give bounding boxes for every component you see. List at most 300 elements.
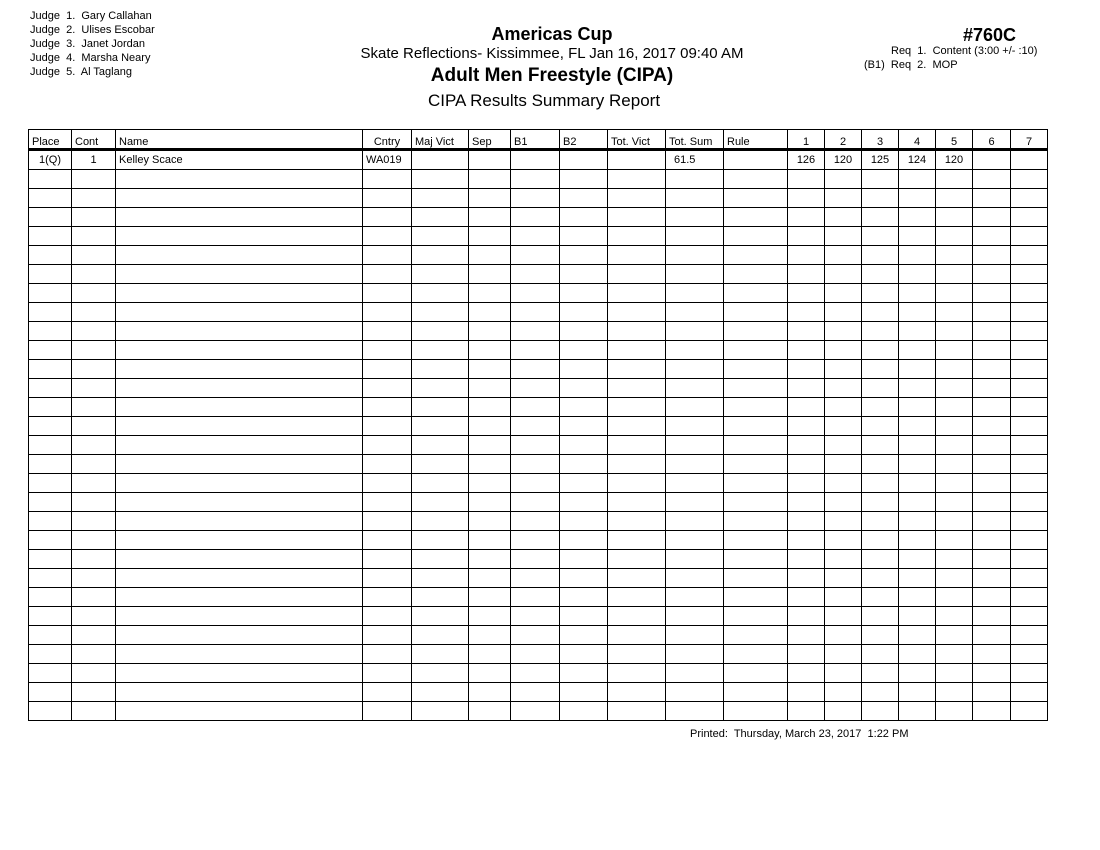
empty-cell <box>116 493 363 512</box>
empty-cell <box>666 588 724 607</box>
empty-cell <box>1011 531 1048 550</box>
empty-cell <box>72 208 116 227</box>
empty-cell <box>469 284 511 303</box>
empty-cell <box>666 398 724 417</box>
empty-cell <box>788 341 825 360</box>
col-b2: B2 <box>560 130 608 150</box>
empty-cell <box>899 170 936 189</box>
empty-cell <box>29 683 72 702</box>
empty-cell <box>825 683 862 702</box>
empty-cell <box>511 246 560 265</box>
empty-cell <box>511 341 560 360</box>
empty-cell <box>72 379 116 398</box>
empty-cell <box>29 550 72 569</box>
empty-cell <box>116 246 363 265</box>
empty-cell <box>412 664 469 683</box>
empty-cell <box>825 493 862 512</box>
empty-cell <box>788 322 825 341</box>
empty-cell <box>862 208 899 227</box>
empty-cell <box>666 455 724 474</box>
empty-cell <box>511 398 560 417</box>
empty-cell <box>936 531 973 550</box>
empty-cell <box>511 189 560 208</box>
empty-cell <box>899 531 936 550</box>
empty-cell <box>1011 417 1048 436</box>
empty-cell <box>29 569 72 588</box>
empty-cell <box>363 303 412 322</box>
table-row-empty <box>29 379 1048 398</box>
empty-cell <box>936 607 973 626</box>
col-name: Name <box>116 130 363 150</box>
empty-cell <box>862 436 899 455</box>
empty-cell <box>363 379 412 398</box>
empty-cell <box>825 170 862 189</box>
empty-cell <box>363 607 412 626</box>
empty-cell <box>511 322 560 341</box>
empty-cell <box>666 626 724 645</box>
empty-cell <box>936 417 973 436</box>
empty-cell <box>72 341 116 360</box>
empty-cell <box>899 664 936 683</box>
empty-cell <box>72 265 116 284</box>
empty-cell <box>1011 569 1048 588</box>
empty-cell <box>862 455 899 474</box>
empty-cell <box>511 265 560 284</box>
event-title: Adult Men Freestyle (CIPA) <box>430 65 674 86</box>
empty-cell <box>469 683 511 702</box>
empty-cell <box>560 683 608 702</box>
empty-cell <box>511 607 560 626</box>
empty-cell <box>29 607 72 626</box>
empty-cell <box>973 189 1011 208</box>
empty-cell <box>608 379 666 398</box>
empty-cell <box>862 189 899 208</box>
empty-cell <box>511 550 560 569</box>
empty-cell <box>72 417 116 436</box>
table-row-empty <box>29 645 1048 664</box>
empty-cell <box>899 607 936 626</box>
empty-cell <box>608 702 666 721</box>
empty-cell <box>666 246 724 265</box>
empty-cell <box>724 436 788 455</box>
empty-cell <box>825 246 862 265</box>
empty-cell <box>72 626 116 645</box>
empty-cell <box>116 303 363 322</box>
printed-timestamp: Printed: Thursday, March 23, 2017 1:22 PM <box>690 728 909 740</box>
table-row-empty <box>29 683 1048 702</box>
empty-cell <box>973 626 1011 645</box>
empty-cell <box>724 303 788 322</box>
table-row-empty <box>29 322 1048 341</box>
table-row <box>29 150 1048 170</box>
cell-sep <box>469 150 511 170</box>
empty-cell <box>724 170 788 189</box>
empty-cell <box>788 607 825 626</box>
empty-cell <box>666 170 724 189</box>
empty-cell <box>560 702 608 721</box>
empty-cell <box>788 664 825 683</box>
empty-cell <box>666 303 724 322</box>
empty-cell <box>1011 664 1048 683</box>
empty-cell <box>862 645 899 664</box>
empty-cell <box>363 493 412 512</box>
empty-cell <box>511 493 560 512</box>
empty-cell <box>511 683 560 702</box>
empty-cell <box>116 189 363 208</box>
empty-cell <box>560 512 608 531</box>
empty-cell <box>666 664 724 683</box>
empty-cell <box>666 645 724 664</box>
empty-cell <box>511 284 560 303</box>
empty-cell <box>973 303 1011 322</box>
cell-place: 1(Q) <box>29 150 72 170</box>
empty-cell <box>412 322 469 341</box>
empty-cell <box>825 588 862 607</box>
table-row-empty <box>29 417 1048 436</box>
empty-cell <box>825 398 862 417</box>
empty-cell <box>608 246 666 265</box>
table-row-empty <box>29 208 1048 227</box>
empty-cell <box>973 455 1011 474</box>
empty-cell <box>72 569 116 588</box>
empty-cell <box>29 246 72 265</box>
empty-cell <box>899 379 936 398</box>
empty-cell <box>862 702 899 721</box>
empty-cell <box>788 398 825 417</box>
empty-cell <box>1011 208 1048 227</box>
empty-cell <box>363 455 412 474</box>
empty-cell <box>899 436 936 455</box>
empty-cell <box>608 170 666 189</box>
empty-cell <box>936 664 973 683</box>
empty-cell <box>363 436 412 455</box>
empty-cell <box>363 664 412 683</box>
empty-cell <box>608 683 666 702</box>
empty-cell <box>1011 227 1048 246</box>
empty-cell <box>29 588 72 607</box>
empty-cell <box>116 284 363 303</box>
empty-cell <box>724 417 788 436</box>
empty-cell <box>608 398 666 417</box>
empty-cell <box>469 550 511 569</box>
empty-cell <box>825 512 862 531</box>
empty-cell <box>666 683 724 702</box>
empty-cell <box>973 550 1011 569</box>
table-row-empty <box>29 455 1048 474</box>
empty-cell <box>724 607 788 626</box>
empty-cell <box>936 265 973 284</box>
empty-cell <box>973 170 1011 189</box>
table-row-empty <box>29 398 1048 417</box>
empty-cell <box>936 303 973 322</box>
empty-cell <box>899 322 936 341</box>
empty-cell <box>511 531 560 550</box>
empty-cell <box>936 227 973 246</box>
empty-cell <box>72 189 116 208</box>
cell-judge-4: 124 <box>899 150 936 170</box>
empty-cell <box>825 341 862 360</box>
empty-cell <box>608 531 666 550</box>
empty-cell <box>608 322 666 341</box>
empty-cell <box>936 322 973 341</box>
empty-cell <box>608 512 666 531</box>
empty-cell <box>363 474 412 493</box>
report-title: CIPA Results Summary Report <box>427 91 661 110</box>
empty-cell <box>72 607 116 626</box>
empty-cell <box>1011 645 1048 664</box>
table-row-empty <box>29 702 1048 721</box>
empty-cell <box>1011 683 1048 702</box>
empty-cell <box>666 474 724 493</box>
empty-cell <box>899 474 936 493</box>
col-rule: Rule <box>724 130 788 150</box>
empty-cell <box>788 569 825 588</box>
empty-cell <box>116 170 363 189</box>
empty-cell <box>412 645 469 664</box>
empty-cell <box>724 531 788 550</box>
empty-cell <box>608 360 666 379</box>
empty-cell <box>116 265 363 284</box>
empty-cell <box>1011 512 1048 531</box>
empty-cell <box>788 170 825 189</box>
empty-cell <box>560 436 608 455</box>
table-row-empty <box>29 189 1048 208</box>
empty-cell <box>412 360 469 379</box>
competition-title: Americas Cup <box>491 24 613 44</box>
empty-cell <box>825 702 862 721</box>
empty-cell <box>724 702 788 721</box>
empty-cell <box>363 645 412 664</box>
empty-cell <box>412 170 469 189</box>
empty-cell <box>666 702 724 721</box>
empty-cell <box>936 455 973 474</box>
empty-cell <box>469 455 511 474</box>
empty-cell <box>899 702 936 721</box>
empty-cell <box>72 398 116 417</box>
empty-cell <box>862 626 899 645</box>
empty-cell <box>825 360 862 379</box>
empty-cell <box>116 531 363 550</box>
empty-cell <box>973 284 1011 303</box>
empty-cell <box>72 664 116 683</box>
empty-cell <box>899 569 936 588</box>
empty-cell <box>72 531 116 550</box>
empty-cell <box>899 455 936 474</box>
empty-cell <box>862 360 899 379</box>
empty-cell <box>116 683 363 702</box>
empty-cell <box>560 607 608 626</box>
empty-cell <box>511 436 560 455</box>
empty-cell <box>560 569 608 588</box>
cell-maj-vict <box>412 150 469 170</box>
empty-cell <box>469 398 511 417</box>
empty-cell <box>899 550 936 569</box>
col-judge-5: 5 <box>936 130 973 150</box>
empty-cell <box>469 702 511 721</box>
empty-cell <box>862 322 899 341</box>
empty-cell <box>469 531 511 550</box>
empty-cell <box>1011 170 1048 189</box>
empty-cell <box>724 455 788 474</box>
empty-cell <box>1011 436 1048 455</box>
empty-cell <box>724 189 788 208</box>
empty-cell <box>608 208 666 227</box>
empty-cell <box>724 360 788 379</box>
empty-cell <box>973 474 1011 493</box>
empty-cell <box>412 607 469 626</box>
judge-1: Judge 1. Gary Callahan <box>30 10 152 22</box>
empty-cell <box>899 360 936 379</box>
empty-cell <box>72 322 116 341</box>
empty-cell <box>469 436 511 455</box>
empty-cell <box>511 626 560 645</box>
empty-cell <box>560 189 608 208</box>
empty-cell <box>363 227 412 246</box>
empty-cell <box>412 702 469 721</box>
empty-cell <box>936 379 973 398</box>
empty-cell <box>1011 702 1048 721</box>
empty-cell <box>363 417 412 436</box>
empty-cell <box>560 645 608 664</box>
empty-cell <box>412 398 469 417</box>
empty-cell <box>560 322 608 341</box>
empty-cell <box>608 550 666 569</box>
empty-cell <box>825 436 862 455</box>
empty-cell <box>608 284 666 303</box>
empty-cell <box>412 550 469 569</box>
empty-cell <box>363 588 412 607</box>
empty-cell <box>973 664 1011 683</box>
empty-cell <box>469 208 511 227</box>
empty-cell <box>1011 246 1048 265</box>
col-judge-1: 1 <box>788 130 825 150</box>
venue-date: Skate Reflections- Kissimmee, FL Jan 16, 2017 09:40 AM <box>360 45 744 62</box>
empty-cell <box>560 398 608 417</box>
empty-cell <box>469 303 511 322</box>
cell-judge-2: 120 <box>825 150 862 170</box>
empty-cell <box>724 626 788 645</box>
empty-cell <box>724 284 788 303</box>
col-cntry: Cntry <box>363 130 412 150</box>
empty-cell <box>1011 493 1048 512</box>
empty-cell <box>363 170 412 189</box>
empty-cell <box>973 379 1011 398</box>
empty-cell <box>560 246 608 265</box>
empty-cell <box>412 683 469 702</box>
empty-cell <box>412 284 469 303</box>
empty-cell <box>363 265 412 284</box>
empty-cell <box>560 303 608 322</box>
empty-cell <box>29 189 72 208</box>
empty-cell <box>72 512 116 531</box>
empty-cell <box>973 360 1011 379</box>
empty-cell <box>116 512 363 531</box>
empty-cell <box>724 645 788 664</box>
empty-cell <box>560 227 608 246</box>
empty-cell <box>788 474 825 493</box>
empty-cell <box>29 455 72 474</box>
empty-cell <box>72 284 116 303</box>
empty-cell <box>363 284 412 303</box>
col-tot-sum: Tot. Sum <box>666 130 724 150</box>
empty-cell <box>511 512 560 531</box>
col-sep: Sep <box>469 130 511 150</box>
empty-cell <box>724 379 788 398</box>
cell-judge-6 <box>973 150 1011 170</box>
empty-cell <box>116 227 363 246</box>
empty-cell <box>363 322 412 341</box>
empty-cell <box>788 588 825 607</box>
empty-cell <box>825 208 862 227</box>
empty-cell <box>1011 474 1048 493</box>
empty-cell <box>72 493 116 512</box>
empty-cell <box>973 436 1011 455</box>
empty-cell <box>29 265 72 284</box>
empty-cell <box>936 550 973 569</box>
empty-cell <box>469 474 511 493</box>
empty-cell <box>116 702 363 721</box>
empty-cell <box>116 626 363 645</box>
empty-cell <box>1011 379 1048 398</box>
empty-cell <box>899 417 936 436</box>
empty-cell <box>936 341 973 360</box>
empty-cell <box>412 417 469 436</box>
empty-cell <box>862 227 899 246</box>
col-place: Place <box>29 130 72 150</box>
empty-cell <box>29 474 72 493</box>
empty-cell <box>29 379 72 398</box>
empty-cell <box>724 493 788 512</box>
empty-cell <box>899 512 936 531</box>
cell-judge-1: 126 <box>788 150 825 170</box>
empty-cell <box>412 531 469 550</box>
requirement-1: Req 1. Content (3:00 +/- :10) <box>891 45 1038 57</box>
empty-cell <box>825 645 862 664</box>
col-judge-4: 4 <box>899 130 936 150</box>
empty-cell <box>560 360 608 379</box>
empty-cell <box>936 436 973 455</box>
empty-cell <box>72 360 116 379</box>
empty-cell <box>973 208 1011 227</box>
empty-cell <box>72 588 116 607</box>
empty-cell <box>862 493 899 512</box>
empty-cell <box>862 265 899 284</box>
empty-cell <box>469 227 511 246</box>
empty-cell <box>788 189 825 208</box>
table-row-empty <box>29 360 1048 379</box>
col-maj-vict: Maj Vict <box>412 130 469 150</box>
empty-cell <box>825 265 862 284</box>
empty-cell <box>899 265 936 284</box>
col-judge-7: 7 <box>1011 130 1048 150</box>
empty-cell <box>973 398 1011 417</box>
empty-cell <box>724 588 788 607</box>
empty-cell <box>1011 322 1048 341</box>
empty-cell <box>936 474 973 493</box>
table-row-empty <box>29 284 1048 303</box>
empty-cell <box>899 284 936 303</box>
empty-cell <box>1011 588 1048 607</box>
empty-cell <box>666 379 724 398</box>
empty-cell <box>72 303 116 322</box>
empty-cell <box>973 645 1011 664</box>
empty-cell <box>72 550 116 569</box>
empty-cell <box>116 322 363 341</box>
empty-cell <box>936 189 973 208</box>
empty-cell <box>608 303 666 322</box>
empty-cell <box>29 341 72 360</box>
empty-cell <box>1011 341 1048 360</box>
